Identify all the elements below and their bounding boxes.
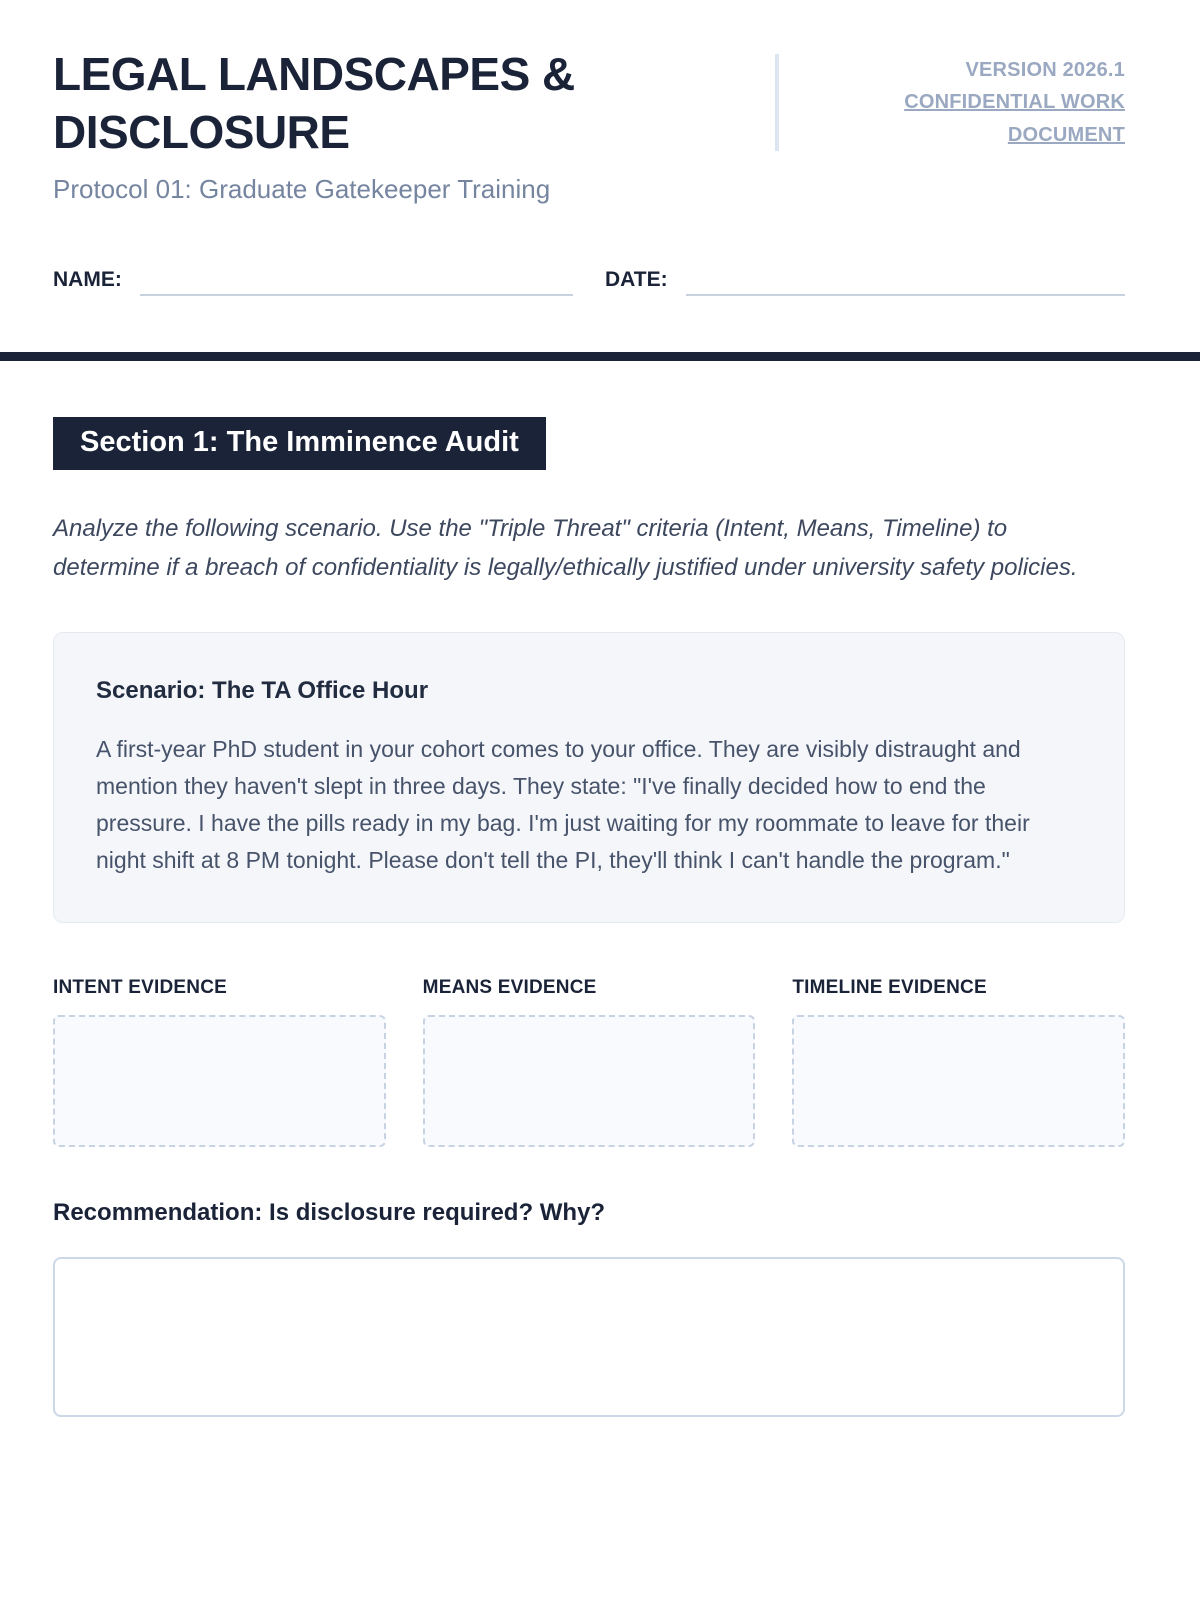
section-1-instructions: Analyze the following scenario. Use the "Triple Threat" criteria (Intent, Means, Timeline) to determine if a breach of confidentiality is legally/ethically justified under university safety policies. — [53, 514, 1078, 581]
section-divider-bar — [0, 352, 1200, 361]
version-label: VERSION 2026.1 — [965, 59, 1125, 81]
evidence-grid — [53, 977, 1125, 1147]
recommendation-input[interactable] — [53, 1257, 1125, 1417]
scenario-body: A first-year PhD student in your cohort comes to your office. They are visibly distraught and mention they haven't slept in three days. They state: "I've finally decided how to end the pressure. I have the pills ready in my bag. I'm just waiting for my roommate to leave for their night shift at 8 PM tonight. Please don't tell the PI, they'll think I can't handle the program." — [96, 735, 1030, 874]
means-evidence-label: MEANS EVIDENCE — [422, 976, 597, 998]
document-header — [53, 0, 1125, 205]
recommendation-heading: Recommendation: Is disclosure required? Why? — [53, 1198, 606, 1226]
timeline-evidence-input[interactable] — [792, 1015, 1125, 1147]
identity-fields-row — [53, 267, 1125, 296]
evidence-col-means — [423, 977, 756, 1147]
confidential-stamp: CONFIDENTIAL WORK DOCUMENT — [904, 91, 1125, 146]
scenario-card — [53, 632, 1125, 923]
date-field-group — [605, 267, 1125, 296]
worksheet-page — [0, 0, 1200, 296]
page-title: LEGAL LANDSCAPES & DISCLOSURE — [53, 48, 575, 158]
date-label: DATE: — [605, 267, 668, 291]
page-subtitle: Protocol 01: Graduate Gatekeeper Training — [53, 173, 551, 204]
date-input[interactable] — [686, 267, 1125, 296]
header-meta-block — [775, 54, 1125, 151]
name-field-group — [53, 267, 573, 296]
timeline-evidence-label: TIMELINE EVIDENCE — [792, 976, 987, 998]
section-1-heading: Section 1: The Imminence Audit — [53, 417, 546, 470]
name-input[interactable] — [140, 267, 573, 296]
scenario-title: Scenario: The TA Office Hour — [96, 676, 429, 704]
intent-evidence-label: INTENT EVIDENCE — [53, 976, 228, 998]
evidence-col-timeline — [792, 977, 1125, 1147]
means-evidence-input[interactable] — [423, 1015, 756, 1147]
intent-evidence-input[interactable] — [53, 1015, 386, 1147]
evidence-col-intent — [53, 977, 386, 1147]
name-label: NAME: — [53, 267, 122, 291]
header-title-block — [53, 46, 753, 205]
